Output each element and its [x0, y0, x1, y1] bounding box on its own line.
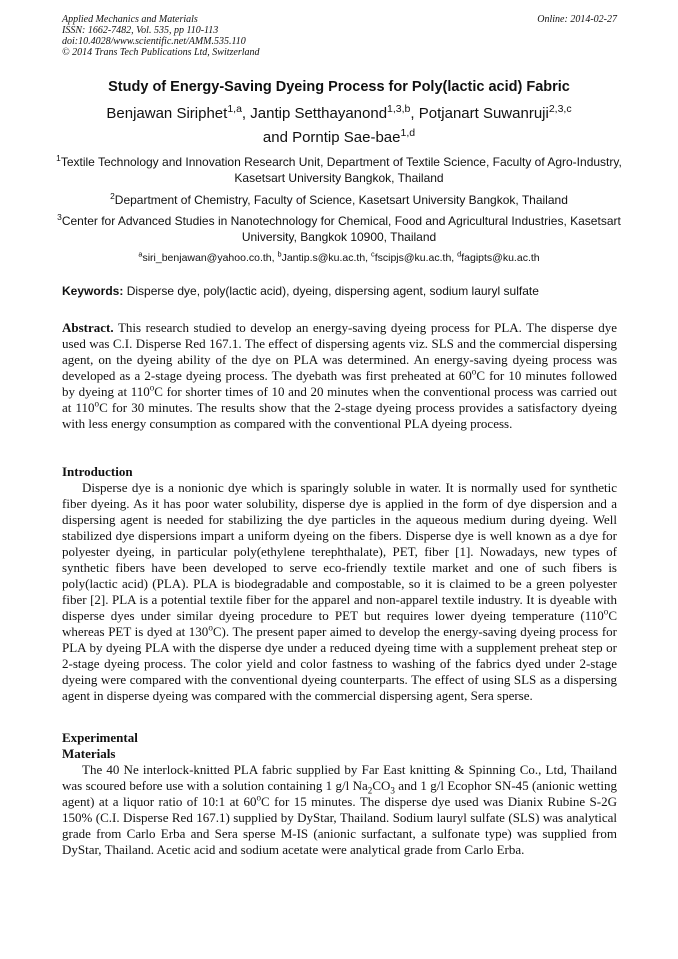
- abstract-text: C for 30 minutes. The results show that the 2-stage dyeing process provides a satisfactory dyeing with less energy consumption as compared with the conventional PLA dyeing process.: [62, 400, 617, 431]
- doi-line: doi:10.4028/www.scientific.net/AMM.535.110: [62, 36, 246, 47]
- email-address: fscipjs@ku.ac.th,: [374, 252, 455, 264]
- materials-text: The 40 Ne interlock-knitted PLA fabric supplied by Far East knitting & Spinning Co., Ltd, Thailand was scoured before use with a solution containing 1 g/l Na: [62, 762, 617, 793]
- introduction-paragraph: [62, 480, 617, 704]
- email-superscript: b: [277, 249, 282, 259]
- affiliation-number: 1: [56, 153, 61, 163]
- email-superscript: a: [138, 249, 143, 259]
- degree-superscript: o: [208, 622, 213, 633]
- journal-name: Applied Mechanics and Materials: [62, 14, 198, 25]
- degree-superscript: o: [94, 398, 100, 409]
- affiliation-number: 3: [57, 212, 62, 222]
- materials-text: C for 15 minutes. The disperse dye used was Dianix Rubine S-2G 150% (C.I. Disperse Red 167.1) supplied by DyStar, Thailand. Sodium lauryl sulfate (SLS) was analytical grade from Carlo Erba and Sera sperse M-IS (anionic surfactant, a sulfonate type) was supplied from DyStar, Thailand. Acetic acid and sodium acetate were analytical grade from Carlo Erba.: [62, 794, 617, 857]
- abstract-text: C for shorter times of 10 and 20 minutes when the conventional process was carried out at 110: [62, 384, 617, 415]
- online-date: Online: 2014-02-27: [537, 14, 617, 25]
- author-superscript: 1,a: [227, 103, 242, 115]
- abstract-paragraph: [62, 320, 617, 432]
- author-name: and Porntip Sae-bae: [262, 129, 401, 146]
- page-header: [62, 14, 617, 58]
- affiliation-3: [50, 213, 628, 245]
- email-address: siri_benjawan@yahoo.co.th,: [142, 252, 275, 264]
- introduction-text: C). The present paper aimed to develop the energy-saving dyeing process for PLA by dyeing PLA with the disperse dye under a reduced dyeing time with a supplement preheat step or 2-stage dyeing process. The color yield and color fastness to washing of the fabrics dyed under 2-stage dyeing were compared with the conventional dyeing counterparts. The effect of using SLS as a dispersing agent in disperse dyeing was compared with the commercial dispersing agent, Sera sperse.: [62, 624, 617, 703]
- affiliation-text: Textile Technology and Innovation Research Unit, Department of Textile Science, Faculty of Agro-Industry, Kasetsart University Bangkok, Thailand: [60, 155, 622, 185]
- degree-superscript: o: [149, 382, 155, 393]
- affiliation-1: [50, 154, 628, 186]
- affiliation-number: 2: [110, 191, 115, 201]
- paper-title: Study of Energy-Saving Dyeing Process for Poly(lactic acid) Fabric: [108, 79, 570, 95]
- introduction-text: C whereas PET is dyed at 130: [62, 608, 617, 639]
- author-list: Benjawan Siriphet$^{1,a}$, Jantip Setthayanond$^{1,3,b}$, Potjanart Suwanruji$^{2,3,c}$ and Porntip Sae-bae$^{1,d}$: [106, 103, 572, 146]
- abstract-text: This research studied to develop an energy-saving dyeing process for PLA. The disperse dye used was C.I. Disperse Red 167.1. The effect of dispersing agents viz. SLS and the commercial dispersing agent, on the dyeing ability of the dye on PLA was determined. An energy-saving dyeing process was developed as a 2-stage dyeing process. The dyebath was first preheated at 60: [62, 320, 617, 383]
- section-heading-introduction: Introduction: [62, 464, 133, 479]
- author-superscript: 2,3,c: [548, 103, 572, 115]
- author-name: Benjawan Siriphet: [106, 105, 228, 122]
- email-superscript: c: [371, 249, 375, 259]
- subscript: 2: [367, 785, 373, 796]
- author-superscript: 1,d: [400, 127, 416, 139]
- abstract-label: Abstract.: [62, 320, 114, 335]
- affiliation-text: Department of Chemistry, Faculty of Science, Kasetsart University Bangkok, Thailand: [114, 193, 568, 207]
- author-superscript: 1,3,b: [387, 103, 411, 115]
- author-name: Jantip Setthayanond: [250, 105, 388, 122]
- degree-superscript: o: [603, 606, 609, 617]
- copyright-line: © 2014 Trans Tech Publications Ltd, Switzerland: [62, 47, 260, 58]
- materials-text: and 1 g/l Ecophor SN-45 (anionic wetting agent) at a liquor ratio of 10:1 at 60: [62, 778, 617, 809]
- degree-superscript: o: [471, 366, 477, 377]
- email-address: Jantip.s@ku.ac.th,: [281, 252, 369, 264]
- email-superscript: d: [457, 249, 462, 259]
- abstract-text: C for 10 minutes followed by dyeing at 110: [62, 368, 617, 399]
- issn-line: ISSN: 1662-7482, Vol. 535, pp 110-113: [62, 25, 219, 36]
- degree-superscript: o: [256, 792, 261, 803]
- keywords: [62, 284, 617, 298]
- subscript: 3: [390, 785, 395, 796]
- email-address: fagipts@ku.ac.th: [461, 252, 540, 264]
- introduction-text: Disperse dye is a nonionic dye which is sparingly soluble in water. It is normally used for synthetic fiber dyeing. As it has poor water solubility, disperse dye is applied in the form of dye dispersion and a dispersing agent is needed for stabilizing the dye particles in the aqueous medium during dyeing. Well stabilized dye dispersions impart a uniform dyeing on the fibers. Disperse dye is well known as a dye for polyester dyeing, in particular poly(ethylene terephthalate), PET, fiber [1]. Nowadays, new types of synthetic fibers have been developed to serve eco-friendly textile market and one of such fibers is poly(lactic acid) (PLA). PLA is biodegradable and compostable, so it is claimed to be a green polyester fiber [2]. PLA is a potential textile fiber for the apparel and non-apparel textile industry. It is dyeable with disperse dyes under similar dyeing procedure to PET but requires lower dyeing temperature (110: [62, 480, 617, 623]
- subsection-heading-materials: Materials: [62, 746, 116, 761]
- affiliation-2: [50, 192, 628, 208]
- materials-text: CO: [372, 778, 391, 793]
- section-heading-experimental: Experimental: [62, 730, 138, 745]
- keywords-text: Disperse dye, poly(lactic acid), dyeing, dispersing agent, sodium lauryl sulfate: [126, 284, 539, 298]
- affiliation-text: Center for Advanced Studies in Nanotechnology for Chemical, Food and Agricultural Industries, Kasetsart University, Bangkok 10900, Thailand: [61, 214, 621, 244]
- keywords-label: Keywords:: [62, 284, 124, 298]
- email-list: [50, 250, 628, 266]
- author-name: Potjanart Suwanruji: [418, 105, 549, 122]
- materials-paragraph: [62, 762, 617, 858]
